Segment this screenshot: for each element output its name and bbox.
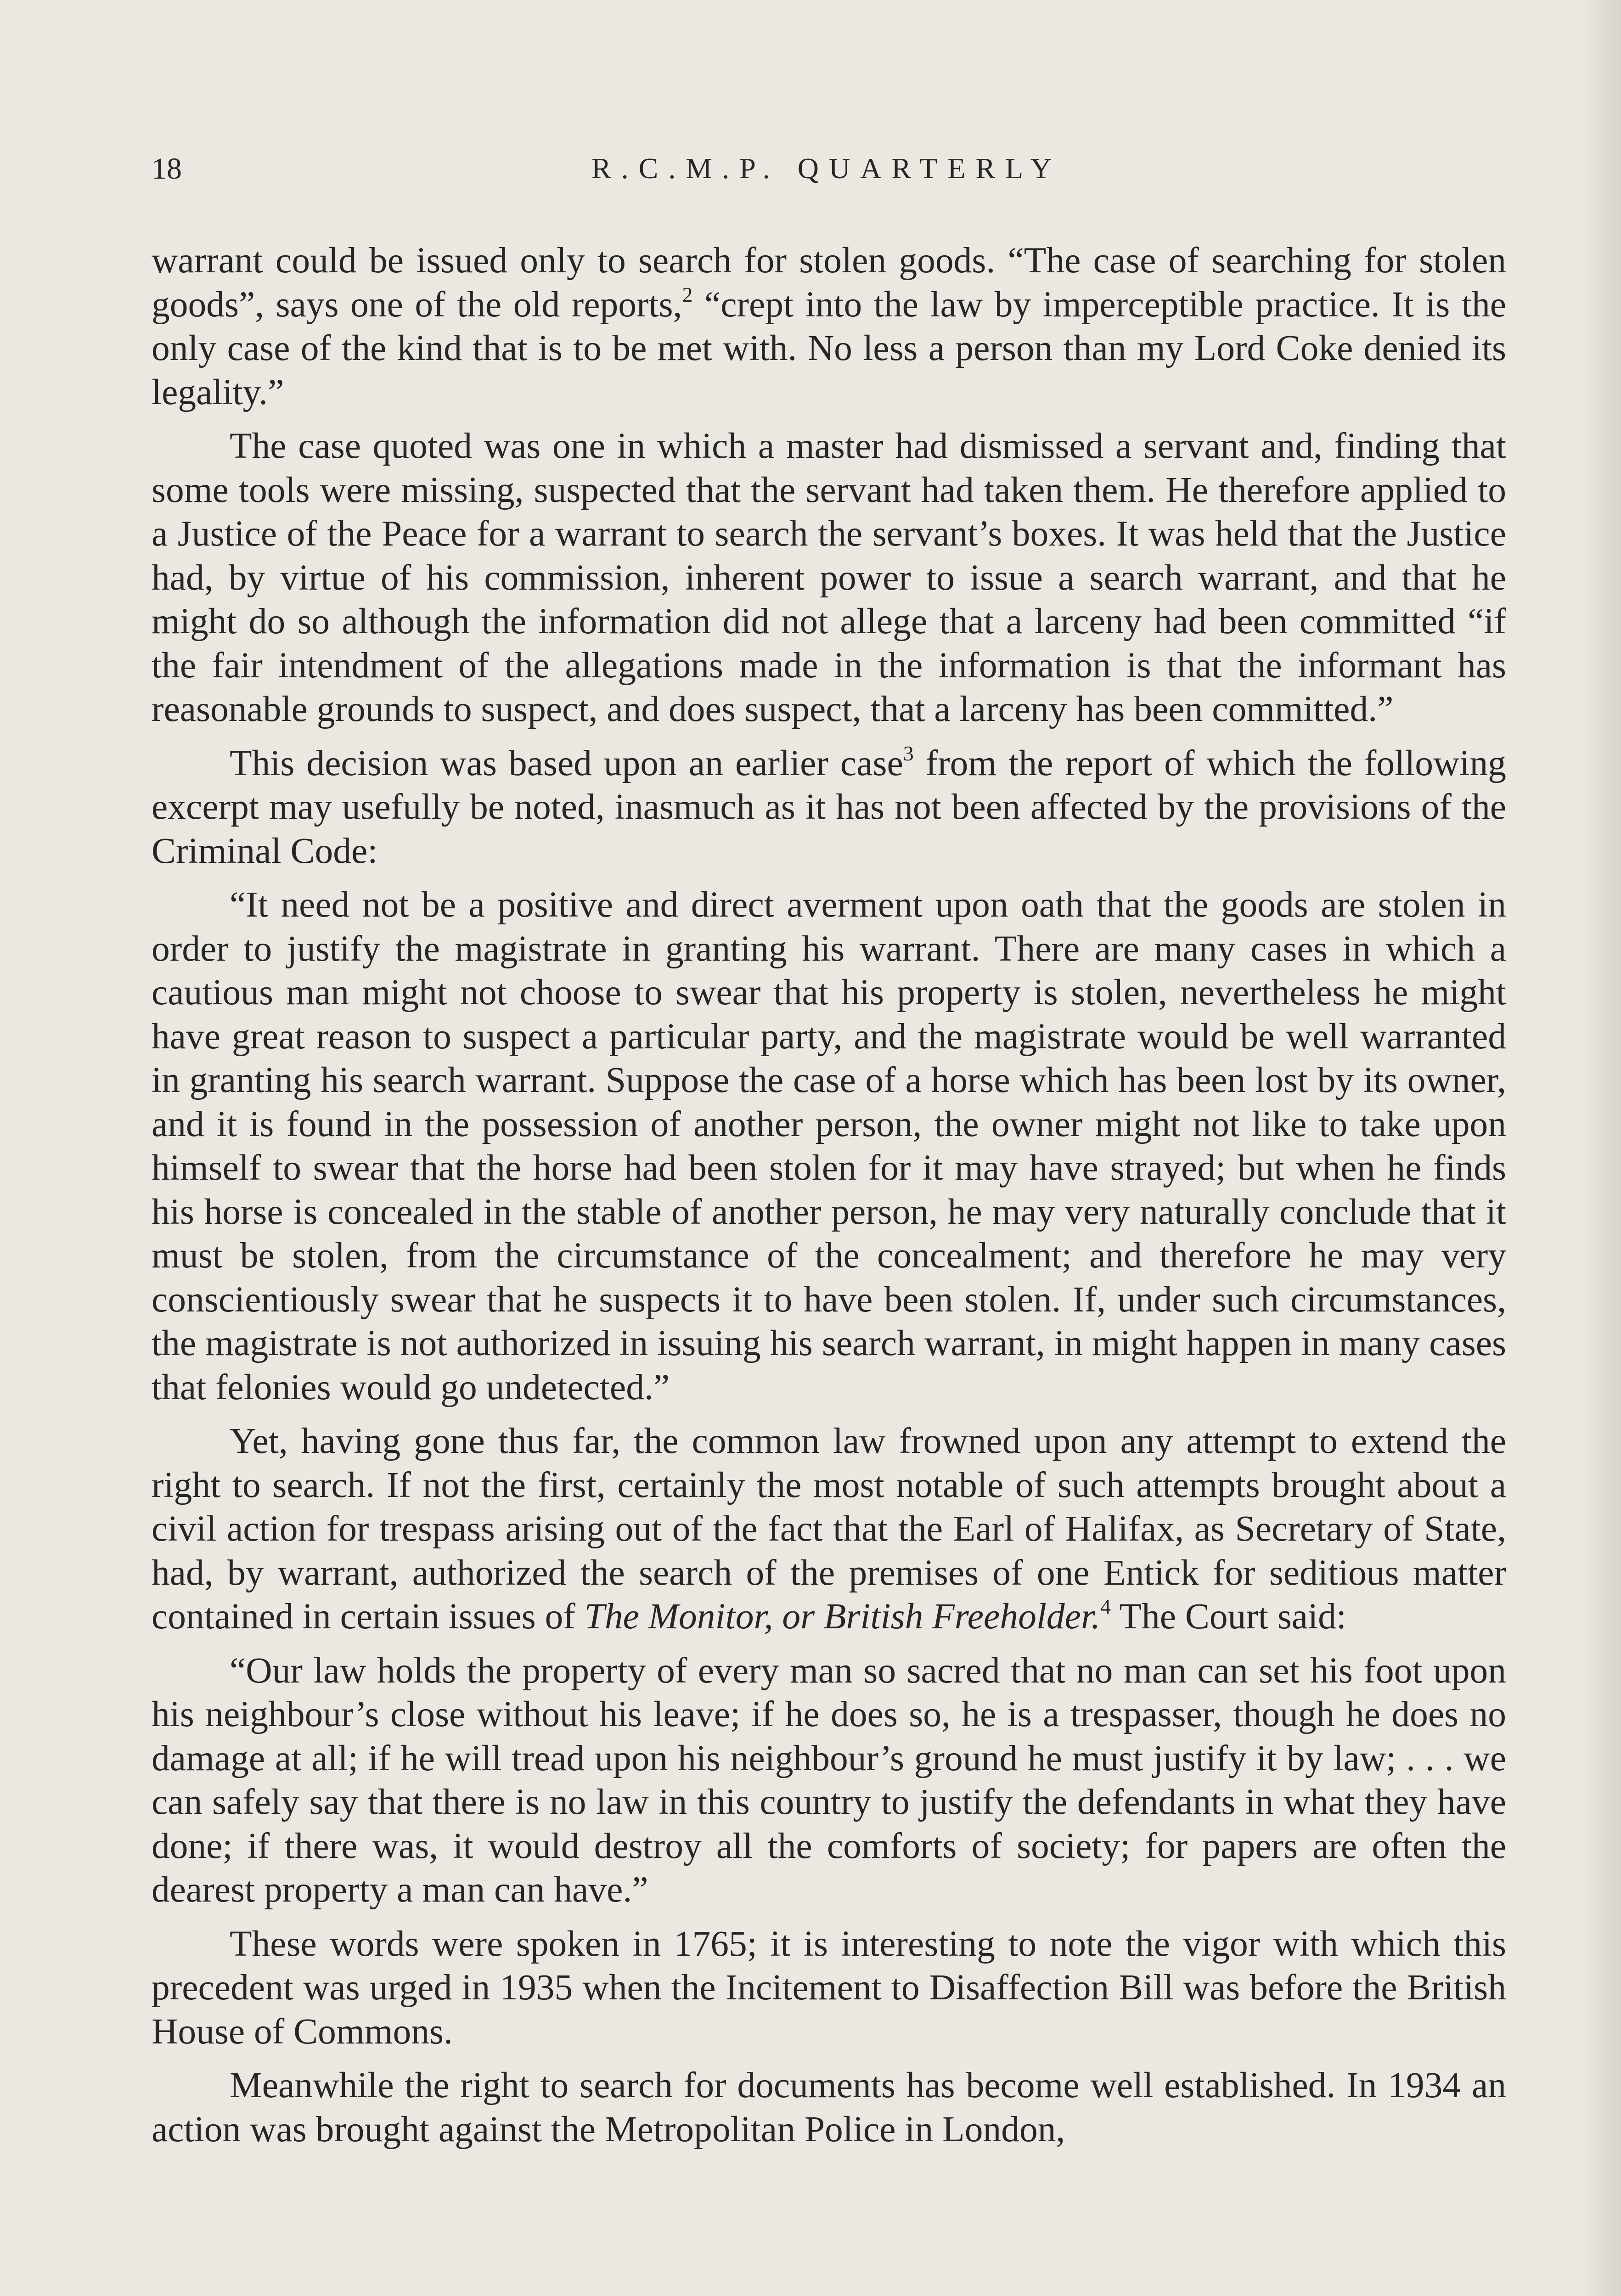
page-number: 18 bbox=[152, 152, 182, 186]
page-header bbox=[152, 152, 1502, 202]
paragraph-text: warrant could be issued only to search for stolen goods. “The case of searching for stolen goods”, says one of the old reports, bbox=[152, 240, 1506, 325]
paragraph-4 bbox=[152, 1419, 1506, 1639]
footnote-ref-4[interactable]: 4 bbox=[1100, 1595, 1111, 1618]
paragraph-5: These words were spoken in 1765; it is interesting to note the vigor with which this precedent was urged in 1935 when the Incitement to Disaffection Bill was before the British House of Commons. bbox=[152, 1923, 1506, 2052]
paragraph-text: The Court said: bbox=[1110, 1596, 1346, 1637]
publication-title: The Monitor, or British Freeholder. bbox=[584, 1596, 1100, 1637]
paragraph-6: Meanwhile the right to search for documents has become well established. In 1934 an action was brought against the Metropolitan Police in London, bbox=[152, 2065, 1506, 2150]
paragraph-text: Yet, having gone thus far, the common law frowned upon any attempt to extend the right to search. If not the first, certainly the most notable of such attempts brought about a civil action for trespass arising out of the fact that the Earl of Halifax, as Secretary of State, had, by warrant, authorized the search of the premises of one Entick for seditious matter contained in certain issues of bbox=[152, 1421, 1506, 1637]
page-edge-shadow bbox=[1580, 0, 1621, 2296]
body-text bbox=[152, 239, 1506, 2161]
footnote-ref-3[interactable]: 3 bbox=[903, 741, 914, 765]
paragraph-2: The case quoted was one in which a master had dismissed a servant and, finding that some tools were missing, suspected that the servant had taken them. He therefore applied to a Justice of the Peace for a warrant to search the servant’s boxes. It was held that the Justice had, by virtue of his commission, inherent power to issue a search warrant, and that he might do so although the information did not allege that a larceny had been committed “if the fair intendment of the allegations made in the information is that the informant has reasonable grounds to suspect, and does suspect, that a larceny has been committed.” bbox=[152, 426, 1506, 729]
paragraph-1 bbox=[152, 239, 1506, 414]
footnote-ref-2[interactable]: 2 bbox=[682, 282, 693, 306]
paragraph-3 bbox=[152, 742, 1506, 873]
paragraph-text: This decision was based upon an earlier case bbox=[230, 743, 903, 783]
paragraph-text: from the report of which the following excerpt may usefully be noted, inasmuch as it has not been affected by the provisions of the Criminal Code: bbox=[152, 743, 1506, 871]
quotation-1: “It need not be a positive and direct averment upon oath that the goods are stolen in order to justify the magistrate in granting his warrant. There are many cases in which a cautious man might not choose to swear that his property is stolen, nevertheless he might have great reason to suspect a particular party, and the magistrate would be well warranted in granting his search warrant. Suppose the case of a horse which has been lost by its owner, and it is found in the possession of another person, the owner might not like to take upon himself to swear that the horse had been stolen for it may have strayed; but when he finds his horse is concealed in the stable of another person, he may very naturally conclude that it must be stolen, from the circumstance of the concealment; and therefore he may very conscientiously swear that he suspects it to have been stolen. If, under such circumstances, the magistrate is not authorized in issuing his search warrant, in might happen in many cases that felonies would go undetected.” bbox=[152, 884, 1506, 1407]
quotation-2: “Our law holds the property of every man so sacred that no man can set his foot upon his neighbour’s close without his leave; if he does so, he is a trespasser, though he does no damage at all; if he will tread upon his neighbour’s ground he must justify it by law; . . . we can safely say that there is no law in this country to justify the defendants in what they have done; if there was, it would destroy all the comforts of society; for papers are often the dearest property a man can have.” bbox=[152, 1650, 1506, 1910]
paragraph-text: “crept into the law by imperceptible practice. It is the only case of the kind that is to be met with. No less a person than my Lord Coke denied its legality.” bbox=[152, 284, 1506, 412]
running-head: R.C.M.P. QUARTERLY bbox=[591, 152, 1062, 185]
